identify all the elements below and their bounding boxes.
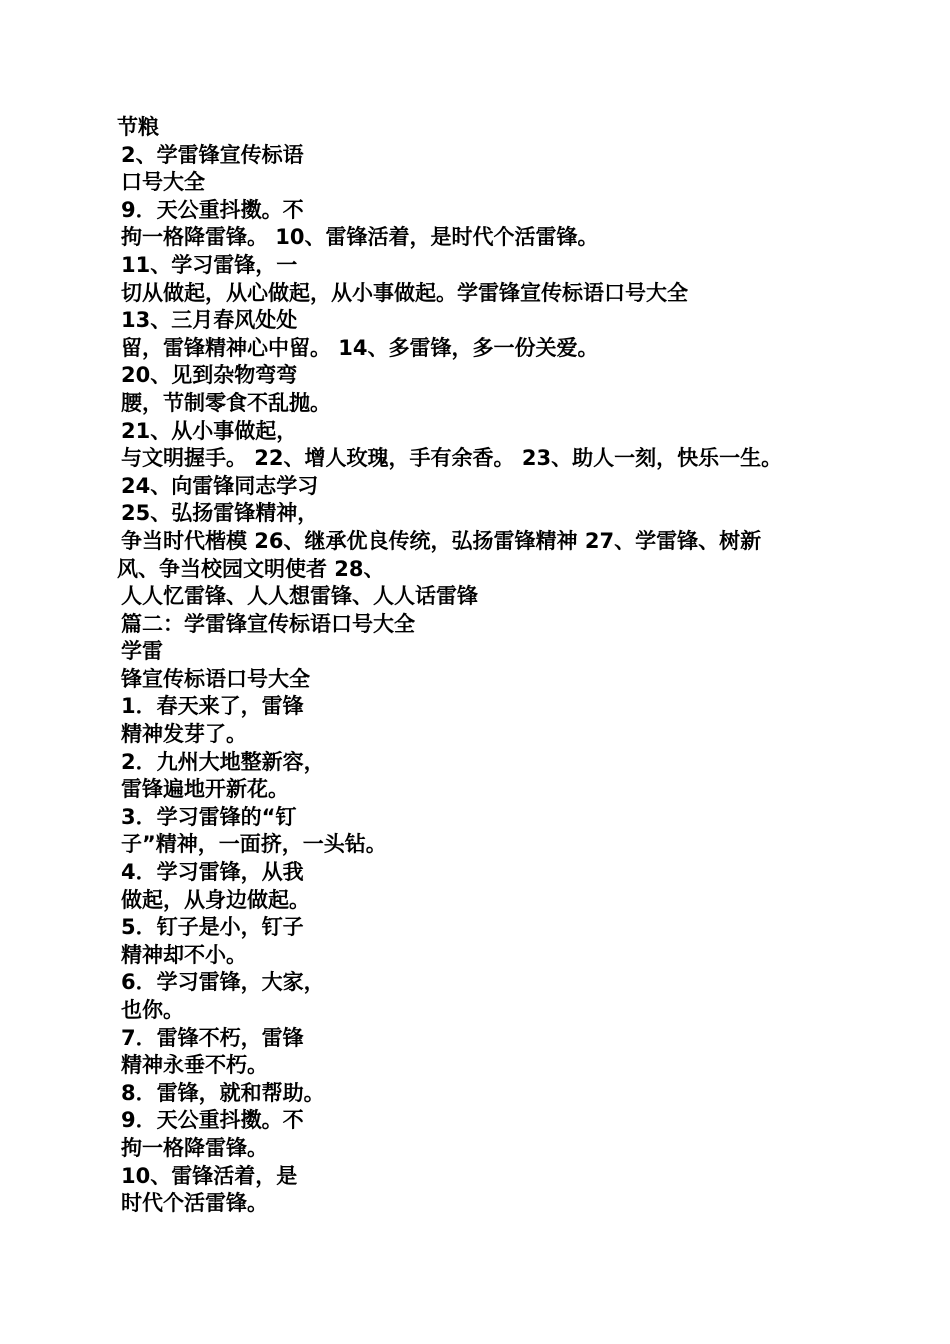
text-line: 节粮 [117,115,159,139]
text-line: 切从做起，从心做起，从小事做起。学雷锋宣传标语口号大全 [121,280,688,305]
text-line: 10、雷锋活着，是 [121,1163,298,1188]
text-line: 子”精神，一面挤，一头钻。 [121,832,387,857]
text-line: 人人忆雷锋、人人想雷锋、人人话雷锋 [121,584,478,609]
text-line: 3．学习雷锋的“钉 [121,804,297,829]
text-line: 拘一格降雷锋。 10、雷锋活着，是时代个活雷锋。 [121,225,599,250]
text-line: 7．雷锋不朽，雷锋 [121,1025,304,1050]
text-line: 20、见到杂物弯弯 [121,363,298,388]
text-line: 1．春天来了，雷锋 [121,694,304,719]
text-line: 24、向雷锋同志学习 [121,473,319,498]
text-line: 21、从小事做起， [121,418,298,443]
text-line: 拘一格降雷锋。 [121,1135,268,1160]
text-line: 精神发芽了。 [121,722,247,747]
text-line: 雷锋遍地开新花。 [121,777,289,802]
text-line: 锋宣传标语口号大全 [121,666,310,691]
text-line: 9．天公重抖擞。不 [121,1108,304,1133]
text-line: 5．钉子是小，钉子 [121,915,304,940]
text-line: 留，雷锋精神心中留。 14、多雷锋，多一份关爱。 [121,335,599,360]
text-line: 精神却不小。 [121,942,247,967]
text-line: 6．学习雷锋，大家， [121,970,325,995]
document-body [117,114,917,1218]
text-line: 也你。 [121,998,184,1022]
text-line: 2、学雷锋宣传标语 [121,142,304,167]
text-line: 11、学习雷锋，一 [121,252,298,277]
text-line: 学雷 [121,639,163,664]
text-line: 4．学习雷锋，从我 [121,860,304,885]
text-line: 25、弘扬雷锋精神， [121,501,319,526]
text-line: 口号大全 [121,170,205,195]
section-heading: 篇二：学雷锋宣传标语口号大全 [121,611,415,636]
text-line: 时代个活雷锋。 [121,1191,268,1216]
text-line: 腰，节制零食不乱抛。 [121,390,331,415]
text-line: 9．天公重抖擞。不 [121,197,304,222]
text-line: 争当时代楷模 26、继承优良传统，弘扬雷锋精神 27、学雷锋、树新 [121,528,762,553]
text-line: 13、三月春风处处 [121,308,298,333]
text-line: 与文明握手。 22、增人玫瑰，手有余香。 23、助人一刻，快乐一生。 [121,446,783,471]
text-line: 2．九州大地整新容， [121,749,325,774]
text-line: 风、争当校园文明使者 28、 [117,556,385,581]
text-line: 精神永垂不朽。 [121,1053,268,1078]
text-line: 做起，从身边做起。 [121,887,310,912]
text-line: 8．雷锋，就和帮助。 [121,1080,325,1105]
